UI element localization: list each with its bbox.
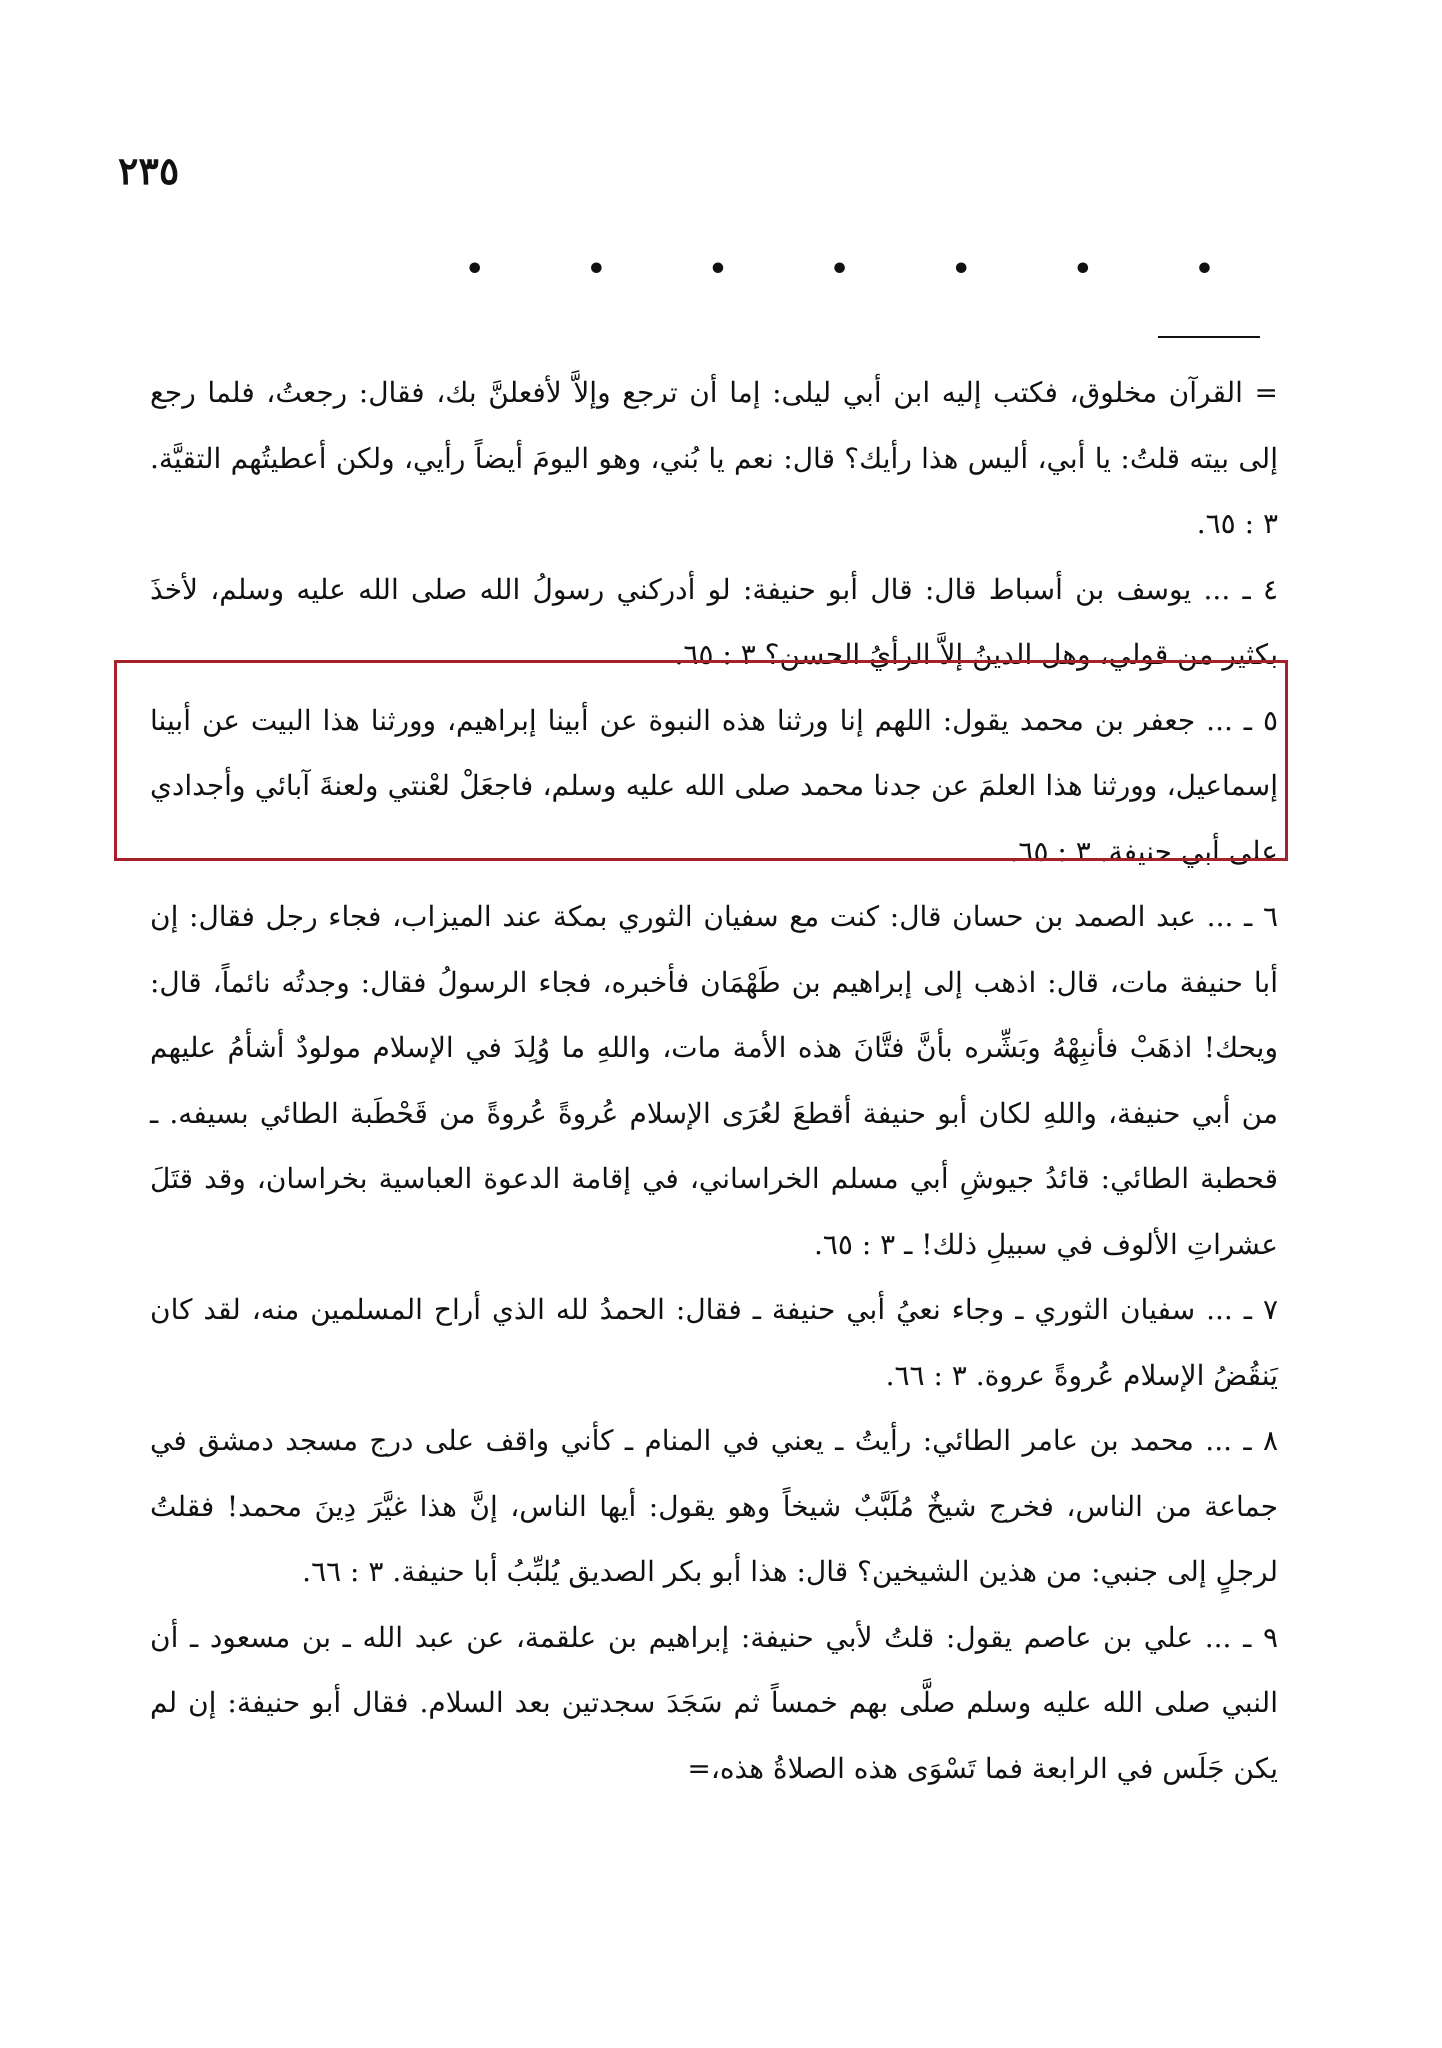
paragraph-7: ٧ ـ ... سفيان الثوري ـ وجاء نعيُ أبي حنيفة ـ فقال: الحمدُ لله الذي أراح المسلمين منه، لقد كان يَنقُضُ الإسلام عُروةً عروة. ٣ : ٦٦. (150, 1293, 1279, 1392)
page-number: ٢٣٥ (118, 148, 180, 193)
footnote-separator-line (1158, 336, 1260, 338)
paragraph-8: ٨ ـ ... محمد بن عامر الطائي: رأيتُ ـ يعني في المنام ـ كأني واقف على درج مسجد دمشق في جماعة من الناس، فخرج شيخٌ مُلَبَّبٌ شيخاً وهو يقول: أيها الناس، إنَّ هذا غيَّرَ دِينَ محمد! فقلتُ لرجلٍ إلى جنبي: من هذين الشيخين؟ قال: هذا أبو بكر الصديق يُلبِّبُ أبا حنيفة. ٣ : ٦٦. (150, 1424, 1278, 1588)
section-dots-divider: • • • • • • • (465, 252, 1260, 287)
paragraph-continuation: = القرآن مخلوق، فكتب إليه ابن أبي ليلى: إما أن ترجع وإلاَّ لأفعلنَّ بك، فقال: رجعتُ، فلما رجع إلى بيته قلتُ: يا أبي، أليس هذا رأيك؟ قال: نعم يا بُني، وهو اليومَ أيضاً رأيي، ولكن أعطيتُهم التقيَّة. ٣ : ٦٥. (150, 376, 1278, 540)
paragraph-9: ٩ ـ ... علي بن عاصم يقول: قلتُ لأبي حنيفة: إبراهيم بن علقمة، عن عبد الله ـ بن مسعود ـ أن النبي صلى الله عليه وسلم صلَّى بهم خمساً ثم سَجَدَ سجدتين بعد السلام. فقال أبو حنيفة: إن لم يكن جَلَس في الرابعة فما تَسْوَى هذه الصلاةُ هذه،= (150, 1620, 1278, 1785)
paragraph-4: ٤ ـ ... يوسف بن أسباط قال: قال أبو حنيفة: لو أدركني رسولُ الله صلى الله عليه وسلم، لأخذَ بكثير من قولي، وهل الدينُ إلاَّ الرأيُ الحسن؟ ٣ : ٦٥. (150, 572, 1278, 671)
paragraph-6: ٦ ـ ... عبد الصمد بن حسان قال: كنت مع سفيان الثوري بمكة عند الميزاب، فجاء رجل فقال: إن أبا حنيفة مات، قال: اذهب إلى إبراهيم بن طَهْمَان فأخبره، فجاء الرسولُ فقال: وجدتُه نائماً، قال: ويحك! اذهَبْ فأنبِهْهُ وبَشِّره بأنَّ فتَّانَ هذه الأمة مات، واللهِ ما وُلِدَ في الإسلام مولودٌ أشأمُ عليهم من أبي حنيفة، واللهِ لكان أبو حنيفة أقطعَ لعُرَى الإسلام عُروةً عُروةً من قَحْطَبة الطائي بسيفه. ـ قحطبة الطائي: قائدُ جيوشِ أبي مسلم الخراساني، في إقامة الدعوة العباسية بخراسان، وقد قتَلَ عشراتِ الألوف في سبيلِ ذلك! ـ ٣ : ٦٥. (150, 900, 1278, 1261)
footnote-text-block (150, 360, 1278, 1801)
paragraph-5-highlighted: ٥ ـ ... جعفر بن محمد يقول: اللهم إنا ورثنا هذه النبوة عن أبينا إبراهيم، وورثنا هذا البيت عن أبينا إسماعيل، وورثنا هذا العلمَ عن جدنا محمد صلى الله عليه وسلم، فاجعَلْ لعْنتي ولعنةَ آبائي وأجدادي على أبي حنيفة. ٣ : ٦٥. (150, 703, 1278, 868)
